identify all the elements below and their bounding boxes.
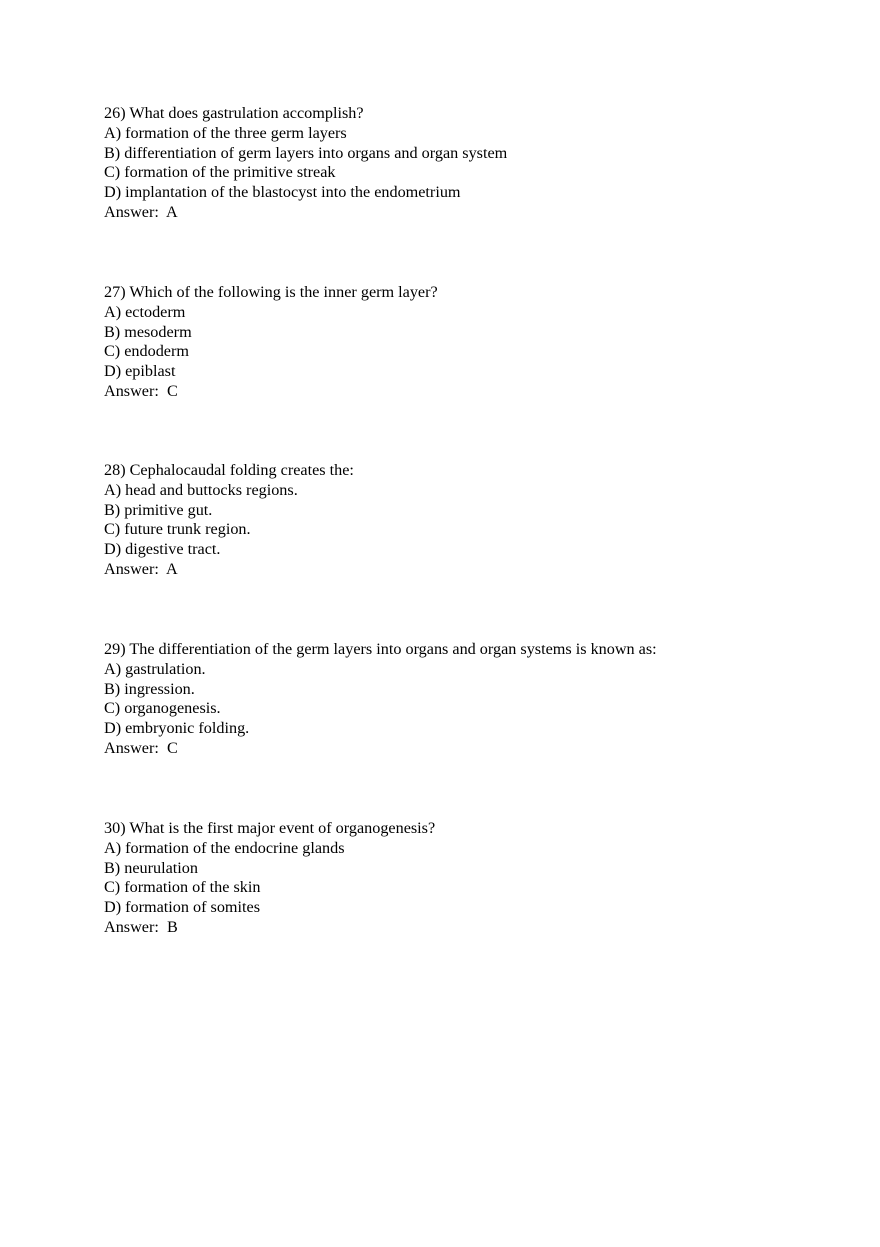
option-c: C) organogenesis. (104, 699, 221, 718)
option-d: D) formation of somites (104, 898, 261, 917)
question-30 (104, 819, 844, 938)
option-a: A) ectoderm (104, 302, 186, 321)
option-c: C) future trunk region. (104, 520, 251, 539)
option-b: B) ingression. (104, 679, 195, 698)
question-stem: 28) Cephalocaudal folding creates the: (104, 461, 354, 479)
question-29 (104, 640, 844, 759)
option-d: D) implantation of the blastocyst into the endometrium (104, 183, 461, 202)
question-28 (104, 461, 844, 580)
option-a: A) formation of the three germ layers (104, 123, 347, 142)
answer-line: Answer: C (104, 738, 178, 757)
option-a: A) head and buttocks regions. (104, 480, 298, 499)
option-c: C) formation of the skin (104, 878, 261, 897)
option-d: D) epiblast (104, 362, 176, 381)
question-stem: 30) What is the first major event of organogenesis? (104, 819, 436, 837)
question-stem: 26) What does gastrulation accomplish? (104, 104, 364, 122)
answer-line: Answer: A (104, 559, 178, 578)
answer-line: Answer: C (104, 381, 178, 400)
option-d: D) embryonic folding. (104, 719, 250, 738)
option-b: B) neurulation (104, 858, 198, 877)
option-c: C) endoderm (104, 342, 189, 361)
option-b: B) mesoderm (104, 322, 192, 341)
option-b: B) differentiation of germ layers into organs and organ system (104, 143, 508, 162)
answer-line: Answer: B (104, 917, 178, 936)
question-stem: 27) Which of the following is the inner germ layer? (104, 283, 438, 301)
question-27 (104, 283, 844, 402)
option-c: C) formation of the primitive streak (104, 163, 336, 182)
answer-line: Answer: A (104, 202, 178, 221)
option-a: A) formation of the endocrine glands (104, 838, 345, 857)
option-d: D) digestive tract. (104, 540, 221, 559)
option-a: A) gastrulation. (104, 659, 206, 678)
question-26 (104, 104, 844, 223)
option-b: B) primitive gut. (104, 500, 213, 519)
question-stem: 29) The differentiation of the germ layers into organs and organ systems is known as: (104, 640, 657, 658)
